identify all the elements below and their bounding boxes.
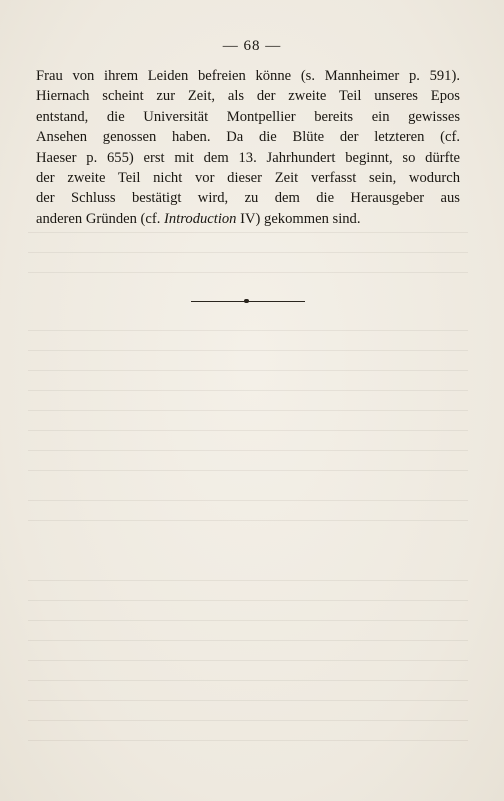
bleed-through-line <box>28 450 468 451</box>
text-line: Hiernach scheint zur Zeit, als der zweite Teil unseres Epos <box>36 88 460 105</box>
bleed-through-line <box>28 390 468 391</box>
text-line-last <box>36 209 460 229</box>
bleed-through-line <box>28 720 468 721</box>
page-number: — 68 — <box>222 38 282 54</box>
text-segment: anderen Gründen (cf. <box>36 210 165 227</box>
bleed-through-line <box>28 500 468 501</box>
bleed-through-line <box>28 470 468 471</box>
bleed-through-line <box>28 370 468 371</box>
bleed-through-line <box>28 660 468 661</box>
text-line: entstand, die Universität Montpellier bereits ein gewisses <box>36 108 460 125</box>
bleed-through-line <box>28 600 468 601</box>
text-line: der zweite Teil nicht vor dieser Zeit verfasst sein, wodurch <box>36 170 460 187</box>
bleed-through-line <box>28 640 468 641</box>
bleed-through-line <box>28 700 468 701</box>
bleed-through-line <box>28 430 468 431</box>
bleed-through-line <box>28 740 468 741</box>
bleed-through-line <box>28 350 468 351</box>
text-line: Frau von ihrem Leiden befreien könne (s. Mannheimer p. 591). <box>36 68 460 84</box>
bleed-through-line <box>28 252 468 253</box>
bleed-through-line <box>28 272 468 273</box>
bleed-through-line <box>28 410 468 411</box>
bleed-through-line <box>28 580 468 581</box>
divider-ornament <box>244 299 249 303</box>
bleed-through-line <box>28 232 468 233</box>
bleed-through-line <box>28 620 468 621</box>
text-line: der Schluss bestätigt wird, zu dem die Herausgeber aus <box>36 190 460 207</box>
bleed-through-line <box>28 680 468 681</box>
body-paragraph <box>36 66 460 229</box>
text-line: Ansehen genossen haben. Da die Blüte der letzteren (cf. <box>36 129 460 146</box>
text-line: Haeser p. 655) erst mit dem 13. Jahrhundert beginnt, so dürfte <box>36 149 460 166</box>
bleed-through-line <box>28 330 468 331</box>
bleed-through-line <box>28 520 468 521</box>
text-segment: IV) gekommen sind. <box>236 210 361 227</box>
italic-reference: Introduction <box>164 210 237 227</box>
